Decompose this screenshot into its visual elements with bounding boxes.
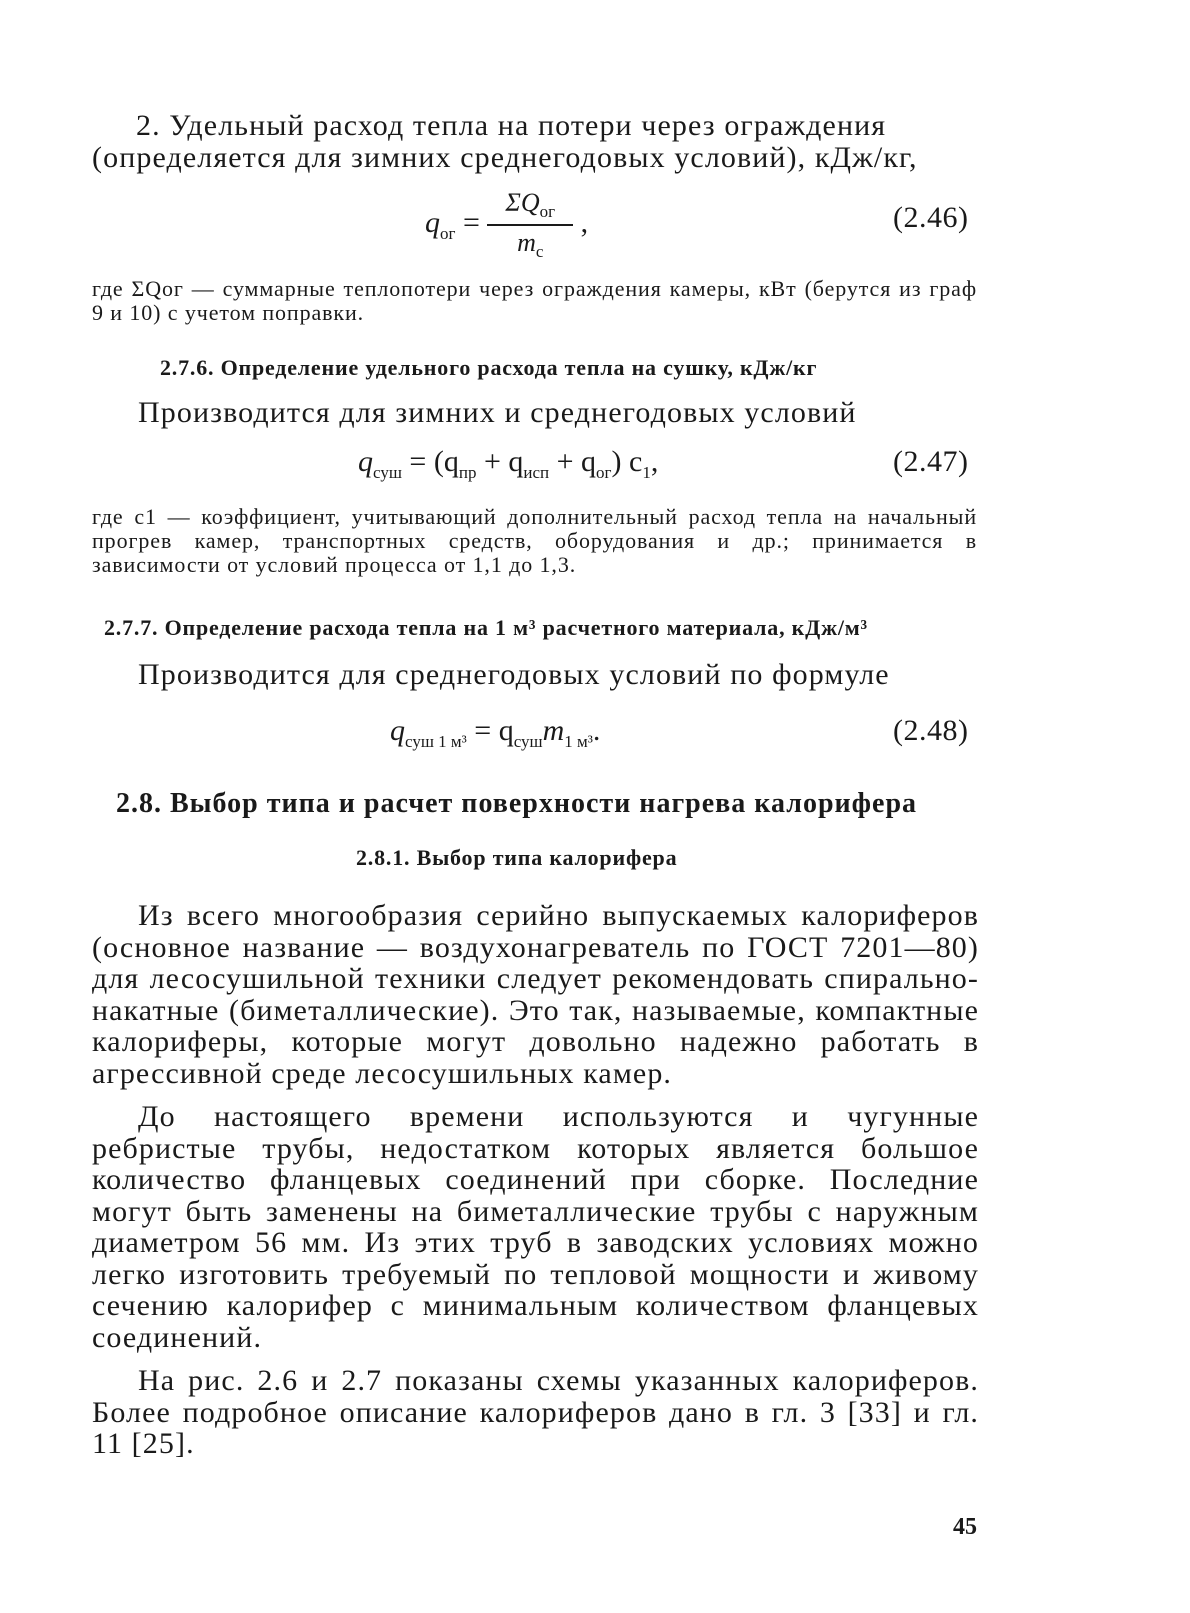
item2-text: [92, 110, 977, 173]
paragraph-2: До настоящего времени используются и чугунные ребристые трубы, недостатком которых является большое количество фланцевых соединений при сборке. Последние могут быть заменены на биметаллические трубы с наружным диаметром 56 мм. Из этих труб в заводских условиях можно легко изготовить требуемый по тепловой мощности и живому сечению калорифер с минимальным количеством фланцевых соединений.: [92, 1100, 979, 1354]
paragraph-3: На рис. 2.6 и 2.7 показаны схемы указанных калориферов. Более подробное описание калориферов дано в гл. 3 [33] и гл. 11 [25].: [92, 1364, 979, 1460]
page-number: 45: [953, 1514, 977, 1540]
eq246-denominator: $m_с$: [517, 228, 544, 262]
note-2-47: где c1 — коэффициент, учитывающий дополнительный расход тепла на начальный прогрев камер, транспортных средств, оборудования и др.; принимается в зависимости от условий процесса от 1,1 до 1,3.: [92, 504, 977, 577]
eq246-equals: =: [462, 206, 480, 240]
eq246-comma: ,: [580, 206, 589, 240]
note-2-46: где ΣQог — суммарные теплопотери через ограждения камеры, кВт (берутся из граф 9 и 10) с учетом поправки.: [92, 276, 977, 325]
item2-line2: (определяется для зимних среднегодовых условий), кДж/кг,: [92, 140, 918, 174]
heading-2-8-1: 2.8.1. Выбор типа калорифера: [356, 845, 678, 870]
paragraph-1: Из всего многообразия серийно выпускаемых калориферов (основное название — воздухонагреватель по ГОСТ 7201—80) для лесосушильной техники следует рекомендовать спирально-накатные (биметаллические). Это так, называемые, компактные калориферы, которые могут довольно надежно работать в агрессивной среде лесосушильных камер.: [92, 899, 979, 1090]
heading-2-7-7: 2.7.7. Определение расхода тепла на 1 м³ расчетного материала, кДж/м³: [104, 615, 868, 640]
item2-line1: 2. Удельный расход тепла на потери через ограждения: [136, 109, 887, 142]
eq246-fraction: [487, 188, 573, 262]
eq246-number: (2.46): [893, 201, 969, 234]
body-paragraphs: [92, 900, 979, 1460]
text-2-7-6: Производится для зимних и среднегодовых условий: [138, 396, 857, 429]
eq246-lhs: $q_{ог}$: [425, 206, 456, 244]
heading-2-8: 2.8. Выбор типа и расчет поверхности нагрева калорифера: [116, 788, 918, 819]
heading-2-7-6: 2.7.6. Определение удельного расхода тепла на сушку, кДж/кг: [160, 355, 818, 380]
eq248-number: (2.48): [893, 714, 969, 747]
equation-2-48: $q_{суш 1 м^3} = q_{суш}m_{1 м^3}$.: [390, 714, 601, 751]
text-2-7-7: Производится для среднегодовых условий по формуле: [138, 658, 890, 691]
equation-2-46: [425, 188, 588, 262]
eq247-number: (2.47): [893, 445, 969, 478]
eq246-numerator: $\Sigma Q_{ог}$: [487, 188, 573, 226]
equation-2-47: $q_{суш} = (q_{пр} + q_{исп} + q_{ог})$ $c_1$,: [358, 445, 659, 482]
